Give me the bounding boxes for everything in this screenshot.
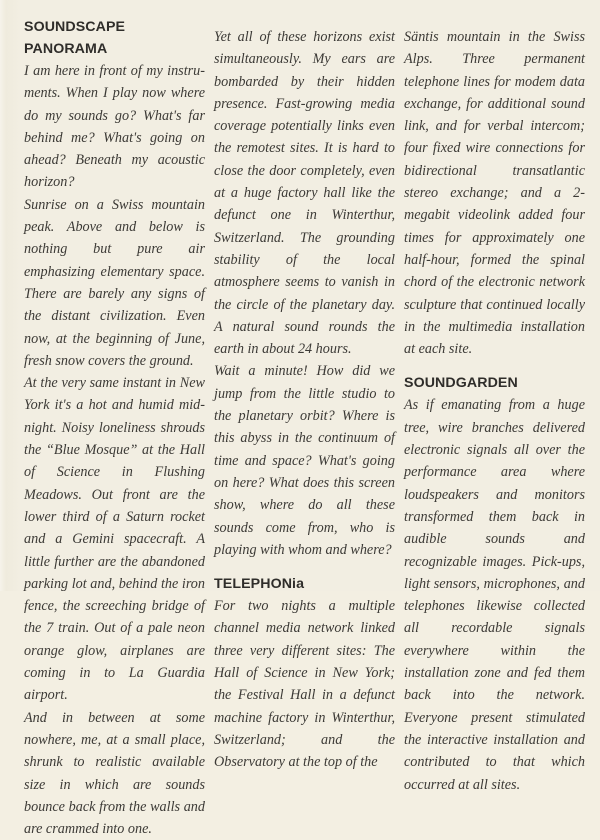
paragraph: Säntis mountain in the Swiss Alps. Three permanent telephone lines for modem data exchange, for additional sound link, and for verbal intercom; four fixed wire connections for bidirectional transatlantic stereo exchange; and a 2-megabit videolink added four times for approximately one half-hour, formed the spinal chord of the electronic network sculpture that continued locally in the multimedia installation at each site.	[404, 29, 585, 358]
heading-soundscape-panorama: SOUNDSCAPE PANORAMA	[24, 19, 126, 57]
column-2	[214, 26, 395, 774]
heading-telephonia: TELEPHONia	[214, 576, 305, 593]
paragraph: Yet all of these horizons exist simultaneously. My ears are bombarded by their hidden presence. Fast-growing media coverage potentially links even the remotest sites. It is hard to close the door completely, even at a huge factory hall like the defunct one in Winterthur, Switzerland. The grounding stability of the local atmosphere seems to vanish in the circle of the planetary day. A natural sound rounds the earth in about 24 hours.	[214, 29, 395, 358]
column-1	[24, 16, 205, 840]
paragraph: I am here in front of my instruments. When I play now where do my sounds go? What's far behind me? What's going on ahead? Beneath my acoustic horizon?	[24, 63, 205, 191]
heading-soundgarden: SOUNDGARDEN	[404, 375, 518, 392]
column-3	[404, 26, 585, 796]
paragraph: At the very same instant in New York it's a hot and humid midnight. Noisy loneliness shrouds the “Blue Mosque” at the Hall of Science in Flushing Meadows. Out front are the lower third of a Saturn rocket and a Gemini spacecraft. A little further are the abandoned parking lot and, behind the iron fence, the screeching bridge of the 7 train. Out of a pale neon orange glow, airplanes are coming in to La Guardia airport.	[24, 375, 205, 704]
paragraph: For two nights a multiple channel media network linked three very different sites: The Hall of Science in New York; the Festival Hall in a defunct machine factory in Winterthur, Switzerland; and the Observatory at the top of the	[214, 598, 395, 771]
paragraph: And in between at some nowhere, me, at a small place, shrunk to realistic available size in which are sounds bounce back from the walls and are crammed into one.	[24, 709, 205, 838]
paragraph: As if emanating from a huge tree, wire branches delivered electronic signals all over the performance area where loudspeakers and monitors transformed them back in audible sounds and recognizable images. Pick-ups, light sensors, microphones, and telephones likewise collected all recordable signals everywhere within the installation zone and fed them back into the network. Everyone present stimulated the interactive installation and contributed to that which occurred at all sites.	[404, 397, 585, 793]
paragraph: Wait a minute! How did we jump from the little studio to the planetary orbit? Where is this abyss in the continuum of time and space? What's going on here? What does this screen show, where do all these sounds come from, who is playing with whom and where?	[214, 363, 395, 558]
paragraph: Sunrise on a Swiss mountain peak. Above and below is nothing but pure air emphasizing elementary space. There are barely any signs of the distant civilization. Even now, at the beginning of June, fresh snow covers the ground.	[24, 196, 205, 369]
